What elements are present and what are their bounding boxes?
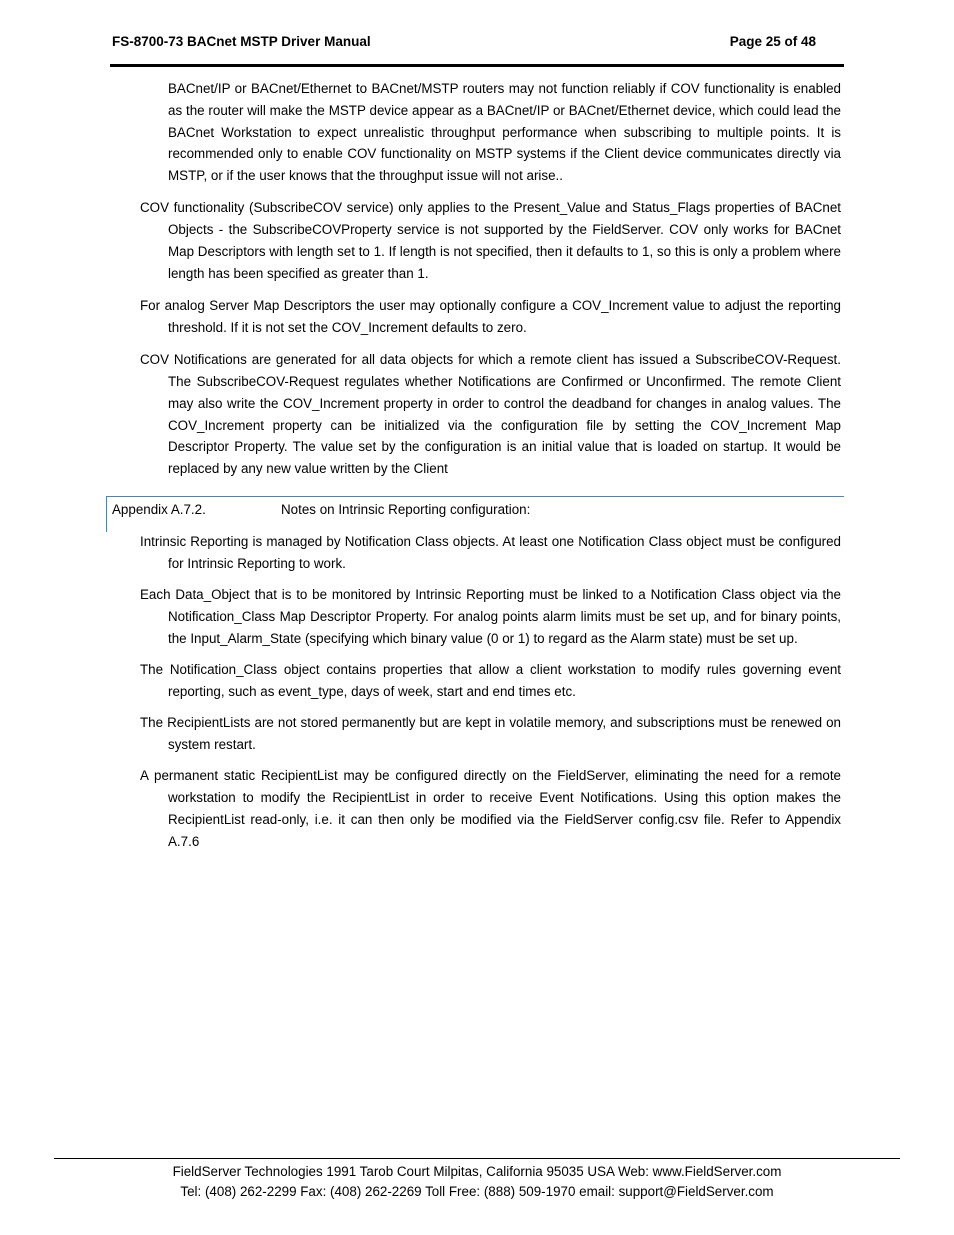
heading-number: Appendix A.7.2. [112, 502, 206, 517]
document-title: FS-8700-73 BACnet MSTP Driver Manual [112, 34, 371, 49]
paragraph: Each Data_Object that is to be monitored by Intrinsic Reporting must be linked to a Notification Class object via the Notification_Class Map Descriptor Property. For analog points alarm limits must be set up, and for binary points, the Input_Alarm_State (specifying which binary value (0 or 1) to regard as the Alarm state) must be set up. [140, 587, 841, 646]
cov-notes-section [140, 78, 841, 491]
page-footer [0, 1162, 954, 1202]
paragraph: BACnet/IP or BACnet/Ethernet to BACnet/MSTP routers may not function reliably if COV functionality is enabled as the router will make the MSTP device appear as a BACnet/IP or BACnet/Ethernet device, which could lead the BACnet Workstation to expect unrealistic throughput performance when subscribing to multiple points. It is recommended only to enable COV functionality on MSTP systems if the Client device communicates directly via MSTP, or if the user knows that the throughput issue will not arise.. [168, 81, 841, 184]
heading-border-left [106, 496, 107, 532]
paragraph: Intrinsic Reporting is managed by Notification Class objects. At least one Notification Class object must be configured for Intrinsic Reporting to work. [140, 534, 841, 571]
paragraph: The Notification_Class object contains properties that allow a client workstation to modify rules governing event reporting, such as event_type, days of week, start and end times etc. [140, 661, 841, 699]
intrinsic-reporting-section [140, 531, 841, 862]
paragraph: For analog Server Map Descriptors the user may optionally configure a COV_Increment value to adjust the reporting threshold. If it is not set the COV_Increment defaults to zero. [140, 298, 841, 335]
page-number: Page 25 of 48 [729, 34, 816, 49]
paragraph: A permanent static RecipientList may be configured directly on the FieldServer, eliminating the need for a remote workstation to modify the RecipientList in order to receive Event Notifications. Using this option makes the RecipientList read-only, i.e. it can then only be modified via the FieldServer config.csv file. Refer to Appendix A.7.6 [140, 768, 841, 849]
paragraph: The RecipientLists are not stored permanently but are kept in volatile memory, and subscriptions must be renewed on system restart. [140, 715, 841, 752]
header-divider [110, 64, 844, 67]
footer-contact: Tel: (408) 262-2299 Fax: (408) 262-2269 Toll Free: (888) 509-1970 email: support@FieldServer.com [180, 1184, 774, 1199]
paragraph: COV Notifications are generated for all data objects for which a remote client has issued a SubscribeCOV-Request. The SubscribeCOV-Request regulates whether Notifications are Confirmed or Unconfirmed. The remote Client may also write the COV_Increment property in order to control the deadband for changes in analog values. The COV_Increment property can be initialized via the configuration file by setting the COV_Increment Map Descriptor Property. The value set by the configuration is an initial value that is loaded on startup. It would be replaced by any new value written by the Client [140, 352, 841, 477]
heading-title: Notes on Intrinsic Reporting configuration: [281, 502, 531, 517]
footer-address: FieldServer Technologies 1991 Tarob Court Milpitas, California 95035 USA Web: www.FieldServer.com [172, 1164, 782, 1179]
footer-divider [54, 1158, 900, 1159]
section-heading [106, 496, 844, 532]
heading-border-top [106, 496, 844, 497]
page-header [112, 34, 816, 54]
paragraph: COV functionality (SubscribeCOV service) only applies to the Present_Value and Status_Flags properties of BACnet Objects - the SubscribeCOVProperty service is not supported by the FieldServer. COV only works for BACnet Map Descriptors with length set to 1. If length is not specified, then it defaults to 1, so this is only a problem where length has been specified as greater than 1. [140, 200, 841, 281]
